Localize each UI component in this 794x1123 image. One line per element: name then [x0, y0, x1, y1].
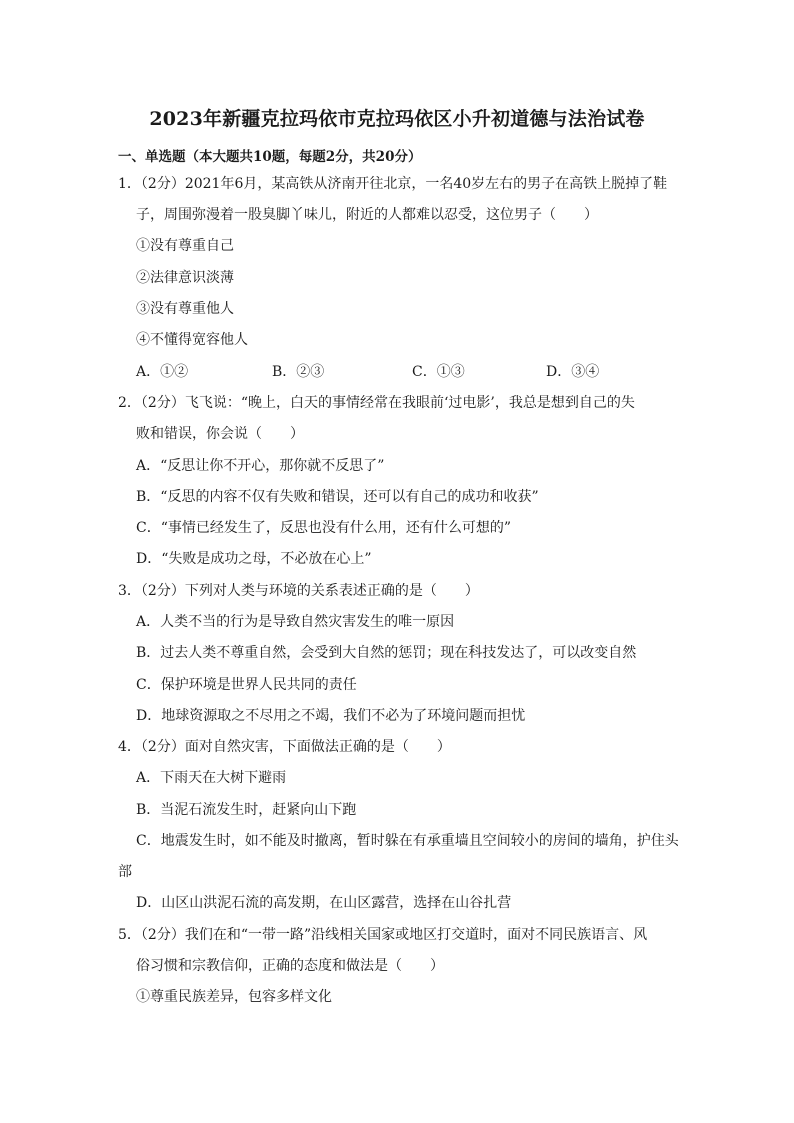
question-1-choice-c: C．①③ [412, 364, 465, 380]
question-4-option-d: D．山区山洪泥石流的高发期，在山区露营，选择在山谷扎营 [136, 895, 512, 911]
question-3-option-c: C．保护环境是世界人民共同的责任 [136, 677, 357, 693]
question-1-item-4: ④不懂得宽容他人 [136, 332, 248, 348]
question-3-option-a: A．人类不当的行为是导致自然灾害发生的唯一原因 [136, 614, 455, 630]
page-title: 2023年新疆克拉玛依市克拉玛依区小升初道德与法治试卷 [149, 108, 645, 130]
question-2-option-c: C．“事情已经发生了，反思也没有什么用，还有什么可想的” [136, 520, 512, 536]
question-4-option-c-line-2: 部 [118, 864, 132, 880]
question-2-option-a: A．“反思让你不开心，那你就不反思了” [136, 458, 385, 474]
question-1-choice-b: B．②③ [272, 364, 325, 380]
question-1-item-2: ②法律意识淡薄 [136, 270, 234, 286]
question-2-option-d: D．“失败是成功之母，不必放在心上” [136, 551, 372, 567]
question-5-stem-line-2: 俗习惯和宗教信仰，正确的态度和做法是（ ） [136, 958, 444, 974]
question-4-option-a: A．下雨天在大树下避雨 [136, 770, 287, 786]
question-3-stem: 3．（2分）下列对人类与环境的关系表述正确的是（ ） [118, 583, 479, 599]
question-2-option-b: B．“反思的内容不仅有失败和错误，还可以有自己的成功和收获” [136, 489, 539, 505]
question-1-choice-a: A．①② [136, 364, 189, 380]
question-1-item-3: ③没有尊重他人 [136, 301, 234, 317]
question-1-choice-d: D．③④ [546, 364, 600, 380]
question-3-option-d: D．地球资源取之不尽用之不竭，我们不必为了环境问题而担忧 [136, 708, 526, 724]
question-4-option-b: B．当泥石流发生时，赶紧向山下跑 [136, 802, 357, 818]
question-5-stem-line-1: 5．（2分）我们在和“一带一路”沿线相关国家或地区打交道时，面对不同民族语言、风 [118, 927, 648, 943]
question-4-option-c-line-1: C．地震发生时，如不能及时撤离，暂时躲在有承重墙且空间较小的房间的墙角，护住头 [136, 833, 679, 849]
question-2-stem-line-2: 败和错误，你会说（ ） [136, 426, 304, 442]
question-2-stem-line-1: 2．（2分）飞飞说：“晚上，白天的事情经常在我眼前‘过电影’，我总是想到自己的失 [118, 395, 635, 411]
question-5-item-1: ①尊重民族差异，包容多样文化 [136, 989, 332, 1005]
question-1-stem-line-2: 子，周围弥漫着一股臭脚丫味儿，附近的人都难以忍受，这位男子（ ） [136, 207, 598, 223]
section-heading: 一、单选题（本大题共10题，每题2分，共20分） [118, 149, 422, 165]
question-3-option-b: B．过去人类不尊重自然，会受到大自然的惩罚；现在科技发达了，可以改变自然 [136, 645, 637, 661]
question-4-stem: 4．（2分）面对自然灾害，下面做法正确的是（ ） [118, 739, 451, 755]
question-1-stem-line-1: 1．（2分）2021年6月，某高铁从济南开往北京，一名40岁左右的男子在高铁上脱掉了鞋 [118, 176, 668, 192]
question-1-item-1: ①没有尊重自己 [136, 238, 234, 254]
